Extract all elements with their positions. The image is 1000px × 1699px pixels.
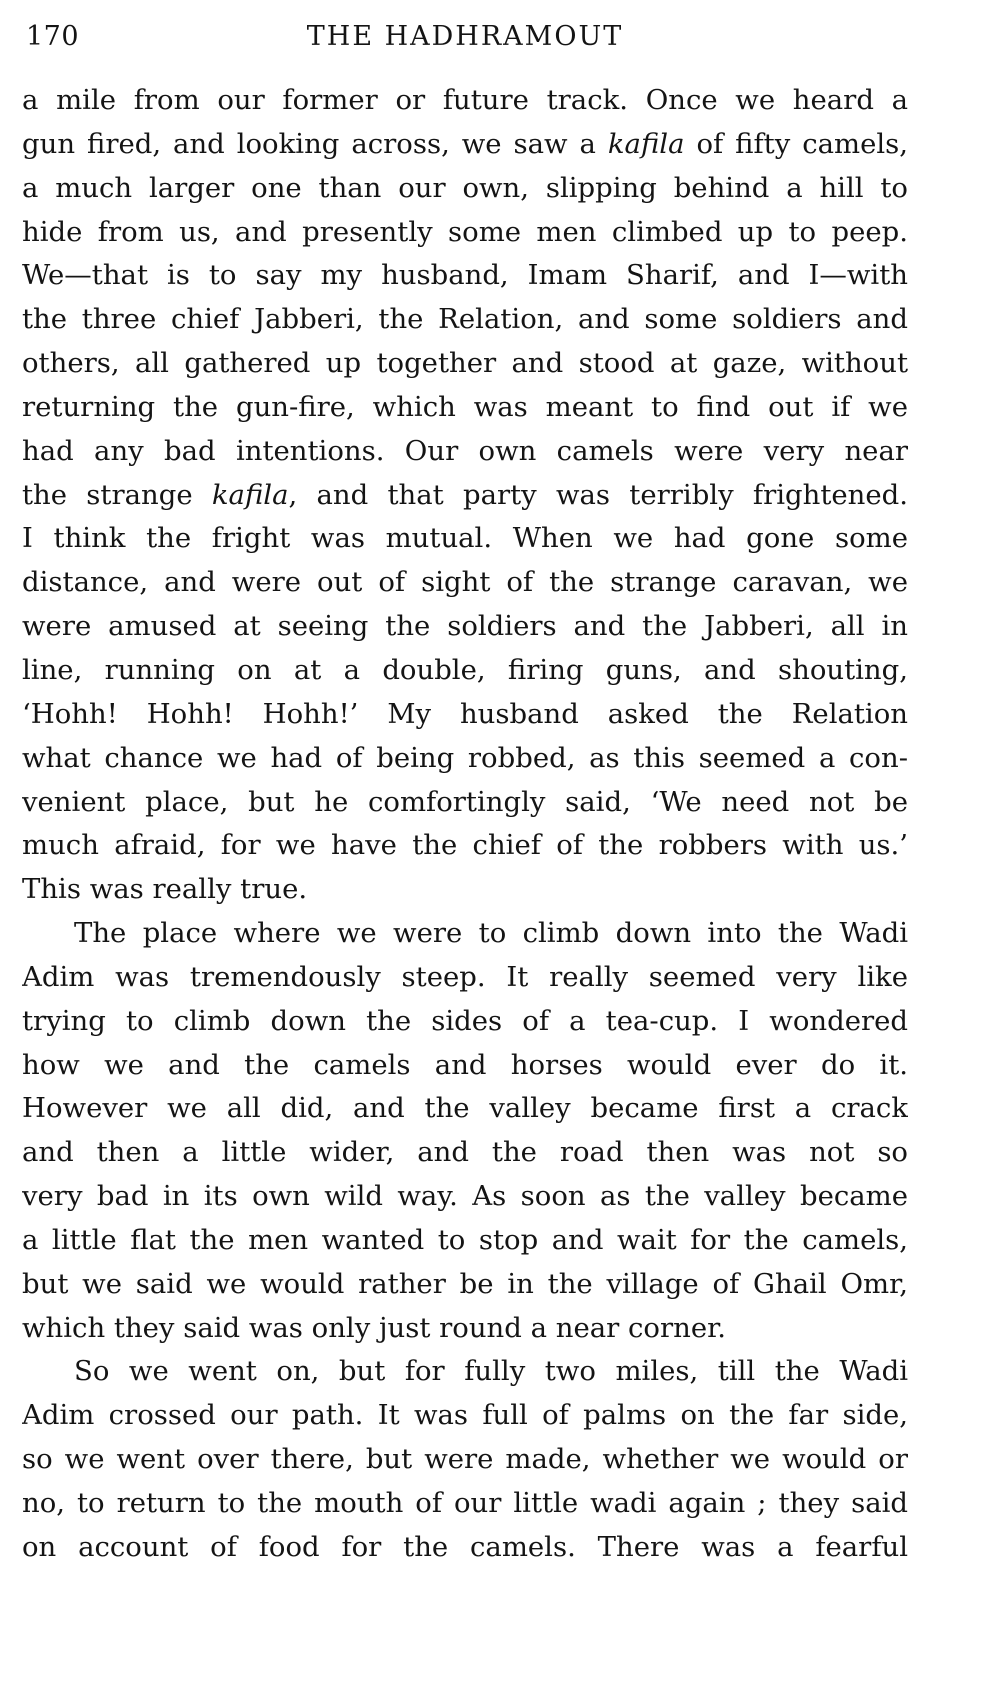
text-line: Adim was tremendously steep. It really seemed very like: [22, 960, 908, 993]
text-line: no, to return to the mouth of our little wadi again ; they said: [22, 1487, 908, 1519]
text-line: I think the fright was mutual. When we had gone some: [22, 522, 908, 555]
text-line: returning the gun-fire, which was meant to find out if we: [22, 390, 908, 423]
text-line: ‘Hohh! Hohh! Hohh!’ My husband asked the Relation: [22, 697, 908, 730]
text-line: had any bad intentions. Our own camels were very near: [22, 434, 908, 467]
text-line: a mile from our former or future track. Once we heard a: [22, 84, 908, 116]
book-title: THE HADHRAMOUT: [306, 21, 624, 52]
text-line: hide from us, and presently some men climbed up to peep.: [22, 215, 908, 248]
paragraph: [22, 1350, 908, 1569]
text-line: The place where we were to climb down into the Wadi: [74, 917, 908, 950]
body-text: [22, 79, 908, 1570]
text-line: venient place, but he comfortingly said, ‘We need not be: [22, 785, 908, 818]
text-line: However we all did, and the valley became first a crack: [22, 1092, 908, 1125]
text-line: the three chief Jabberi, the Relation, and some soldiers and: [22, 303, 908, 336]
page-number: 170: [26, 21, 80, 52]
text-line: were amused at seeing the soldiers and the Jabberi, all in: [22, 610, 908, 643]
text-line: and then a little wider, and the road then was not so: [22, 1136, 908, 1169]
text-line: on account of food for the camels. There was a fearful: [22, 1530, 908, 1563]
text-line: We—that is to say my husband, Imam Sharif, and I—with: [22, 259, 908, 292]
paragraph: [22, 79, 908, 912]
italic-word: kafila: [607, 127, 685, 160]
text-line: the strange kafila, and that party was terribly frightened.: [22, 478, 908, 511]
text-line: but we said we would rather be in the village of Ghail Omr,: [22, 1267, 908, 1300]
text-line: how we and the camels and horses would ever do it.: [22, 1048, 908, 1081]
text-line: Adim crossed our path. It was full of palms on the far side,: [22, 1399, 908, 1432]
text-line: So we went on, but for fully two miles, till the Wadi: [74, 1355, 908, 1388]
running-head: [22, 12, 908, 62]
text-line: much afraid, for we have the chief of the robbers with us.’: [22, 829, 908, 862]
text-line: distance, and were out of sight of the strange caravan, we: [22, 566, 908, 599]
italic-word: kafila: [211, 478, 289, 511]
text-line: This was really true.: [22, 873, 308, 906]
text-line: line, running on at a double, firing guns, and shouting,: [22, 653, 908, 686]
text-line: others, all gathered up together and stood at gaze, without: [22, 347, 908, 380]
text-line: a much larger one than our own, slipping behind a hill to: [22, 171, 908, 204]
paragraph: [22, 912, 908, 1350]
text-line: which they said was only just round a near corner.: [22, 1311, 726, 1344]
text-line: a little flat the men wanted to stop and wait for the camels,: [22, 1223, 908, 1256]
text-line: so we went over there, but were made, whether we would or: [22, 1443, 908, 1476]
text-line: very bad in its own wild way. As soon as the valley became: [22, 1180, 908, 1213]
text-line: what chance we had of being robbed, as this seemed a con-: [22, 741, 908, 774]
text-line: gun fired, and looking across, we saw a kafila of fifty camels,: [22, 127, 908, 160]
text-line: trying to climb down the sides of a tea-cup. I wondered: [22, 1004, 908, 1037]
